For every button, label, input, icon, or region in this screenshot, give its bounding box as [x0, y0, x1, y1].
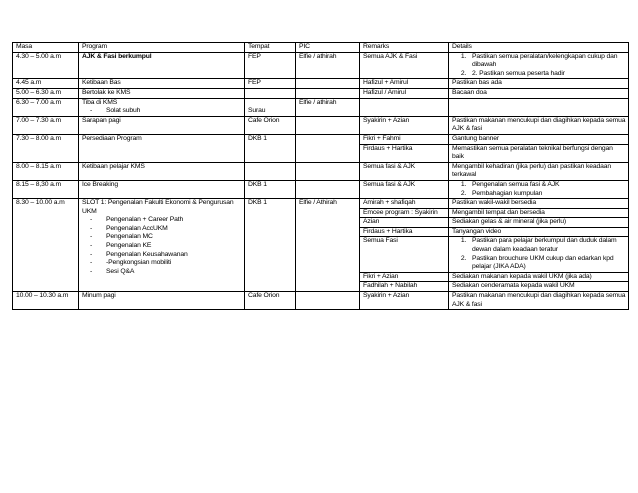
- cell-masa: 10.00 – 10.30 a.m: [13, 292, 79, 310]
- list-item: - Pengenalan MC: [96, 233, 242, 242]
- cell-pic: Elfie / Athirah: [296, 199, 360, 292]
- program-sub-list: [82, 107, 242, 116]
- cell-tempat: [245, 98, 296, 116]
- list-item: - Pengenalan Keusahawanan: [96, 251, 242, 260]
- cell-program: [79, 199, 245, 292]
- header-pic: PIC: [296, 43, 360, 53]
- cell-remarks: [360, 98, 449, 116]
- cell-details: Memastikan semua peralatan teknikal berfungsi dengan baik: [449, 144, 629, 162]
- cell-masa: 6.30 – 7.00 a.m: [13, 98, 79, 116]
- cell-pic: [296, 79, 360, 89]
- cell-remarks: Semua AJK & Fasi: [360, 52, 449, 79]
- cell-masa: 5.00 – 6.30 a.m: [13, 88, 79, 98]
- cell-remarks: Amirah + shafiqah: [360, 199, 449, 209]
- table-row: [13, 292, 629, 310]
- cell-tempat: Cafe Orion: [245, 292, 296, 310]
- cell-remarks: Firdaus + Hartika: [360, 144, 449, 162]
- table-row: [13, 180, 629, 198]
- table-row: [13, 79, 629, 89]
- cell-program: Sarapan pagi: [79, 116, 245, 134]
- cell-remarks: Fikri + Azian: [360, 272, 449, 282]
- cell-remarks: Syakirin + Azian: [360, 116, 449, 134]
- cell-details: Sediakan makanan kepada wakil UKM (jika ada): [449, 272, 629, 282]
- cell-remarks: Azian: [360, 218, 449, 228]
- cell-pic: [296, 162, 360, 180]
- list-item: 1. Pastikan para pelajar berkumpul dan duduk dalam dewan dalam keadaan teratur: [468, 237, 626, 254]
- program-title: SLOT 1: Pengenalan Fakulti Ekonomi & Pengurusan UKM: [82, 199, 234, 215]
- cell-tempat: [245, 162, 296, 180]
- program-sub-list: [82, 216, 242, 276]
- cell-remarks: Semua fasi & AJK: [360, 162, 449, 180]
- cell-masa: 4.30 – 5.00 a.m: [13, 52, 79, 79]
- header-program: Program: [79, 43, 245, 53]
- list-item: - Pengenalan AccUKM: [96, 225, 242, 234]
- cell-program: Ketibaan Bas: [79, 79, 245, 89]
- cell-details: Pastikan wakil-wakil bersedia: [449, 199, 629, 209]
- cell-details: Pastikan makanan mencukupi dan diagihkan kepada semua AJK & fasi: [449, 116, 629, 134]
- cell-remarks: Semua Fasi: [360, 237, 449, 272]
- cell-program: AJK & Fasi berkumpul: [79, 52, 245, 79]
- cell-masa: 7.00 – 7.30 a.m: [13, 116, 79, 134]
- table-row: [13, 98, 629, 116]
- table-row: [13, 134, 629, 144]
- cell-masa: 8.15 – 8,30 a.m: [13, 180, 79, 198]
- cell-masa: 4.45 a.m: [13, 79, 79, 89]
- details-list: [452, 181, 626, 198]
- details-list: [452, 237, 626, 271]
- cell-program: Ketibaan pelajar KMS: [79, 162, 245, 180]
- list-item: 1. Pastikan semua peralatan/kelengkapan cukup dan dibawah: [468, 53, 626, 70]
- program-title: Tiba di KMS: [82, 98, 118, 106]
- cell-details: [449, 98, 629, 116]
- cell-program: Persediaan Program: [79, 134, 245, 162]
- cell-details: Pastikan makanan mencukupi dan diagihkan kepada semua AJK & fasi: [449, 292, 629, 310]
- header-row: [13, 43, 629, 53]
- cell-pic: Elfie / athirah: [296, 98, 360, 116]
- cell-program: Bertolak ke KMS: [79, 88, 245, 98]
- cell-remarks: Emcee program : Syakirin: [360, 208, 449, 218]
- table-row: [13, 88, 629, 98]
- cell-details: Pastikan bas ada: [449, 79, 629, 89]
- list-item: - Pengenalan KE: [96, 242, 242, 251]
- schedule-table: [12, 42, 629, 310]
- header-details: Details: [449, 43, 629, 53]
- cell-masa: 8.00 – 8.15 a.m: [13, 162, 79, 180]
- cell-program: Ice Breaking: [79, 180, 245, 198]
- cell-details: [449, 180, 629, 198]
- cell-details: Mengambil tempat dan bersedia: [449, 208, 629, 218]
- cell-details: Gantung banner: [449, 134, 629, 144]
- cell-details: Sediakan cenderamata kepada wakil UKM: [449, 282, 629, 292]
- cell-pic: [296, 292, 360, 310]
- header-tempat: Tempat: [245, 43, 296, 53]
- cell-program: Minum pagi: [79, 292, 245, 310]
- cell-remarks: Hafizul + Amirul: [360, 79, 449, 89]
- tempat-text: Surau: [248, 107, 266, 115]
- cell-masa: 7.30 – 8.00 a.m: [13, 134, 79, 162]
- cell-tempat: Cafe Orion: [245, 116, 296, 134]
- list-item: 2. 2. Pastikan semua peserta hadir: [468, 70, 626, 79]
- cell-details: [449, 52, 629, 79]
- cell-pic: Elfie / athirah: [296, 52, 360, 79]
- cell-tempat: DKB 1: [245, 134, 296, 162]
- list-item: - Sesi Q&A: [96, 268, 242, 277]
- cell-tempat: FEP: [245, 52, 296, 79]
- table-row: [13, 199, 629, 209]
- list-item: 1. Pengenalan semua fasi & AJK: [468, 181, 626, 190]
- cell-details: [449, 237, 629, 272]
- cell-pic: [296, 180, 360, 198]
- details-list: [452, 53, 626, 79]
- list-item: - -Pengkongsian mobiliti: [96, 259, 242, 268]
- cell-tempat: FEP: [245, 79, 296, 89]
- list-item: - Pengenalan + Career Path: [96, 216, 242, 225]
- cell-tempat: [245, 88, 296, 98]
- cell-remarks: Fikri + Fahmi: [360, 134, 449, 144]
- cell-tempat: DKB 1: [245, 199, 296, 292]
- cell-details: Mengambil kehadiran (jika perlu) dan pastikan keadaan terkawal: [449, 162, 629, 180]
- cell-remarks: Firdaus + Hartika: [360, 227, 449, 237]
- cell-pic: [296, 134, 360, 162]
- cell-details: Sediakan gelas & air mineral (jika perlu): [449, 218, 629, 228]
- cell-program: [79, 98, 245, 116]
- table-row: [13, 116, 629, 134]
- list-item: - Solat subuh: [96, 107, 242, 116]
- cell-remarks: Semua fasi & AJK: [360, 180, 449, 198]
- header-remarks: Remarks: [360, 43, 449, 53]
- table-row: [13, 52, 629, 79]
- list-item: 2. Pembahagian kumpulan: [468, 190, 626, 199]
- list-item: 2. Pastikan brouchure UKM cukup dan edarkan kpd pelajar (JIKA ADA): [468, 255, 626, 272]
- cell-remarks: Syakirin + Azian: [360, 292, 449, 310]
- cell-tempat: DKB 1: [245, 180, 296, 198]
- cell-pic: [296, 116, 360, 134]
- cell-details: Bacaan doa: [449, 88, 629, 98]
- cell-remarks: Fadhilah + Nabilah: [360, 282, 449, 292]
- cell-pic: [296, 88, 360, 98]
- cell-details: Tanyangan video: [449, 227, 629, 237]
- table-row: [13, 162, 629, 180]
- cell-remarks: Hafizul / Amirul: [360, 88, 449, 98]
- header-masa: Masa: [13, 43, 79, 53]
- cell-masa: 8.30 – 10.00 a.m: [13, 199, 79, 292]
